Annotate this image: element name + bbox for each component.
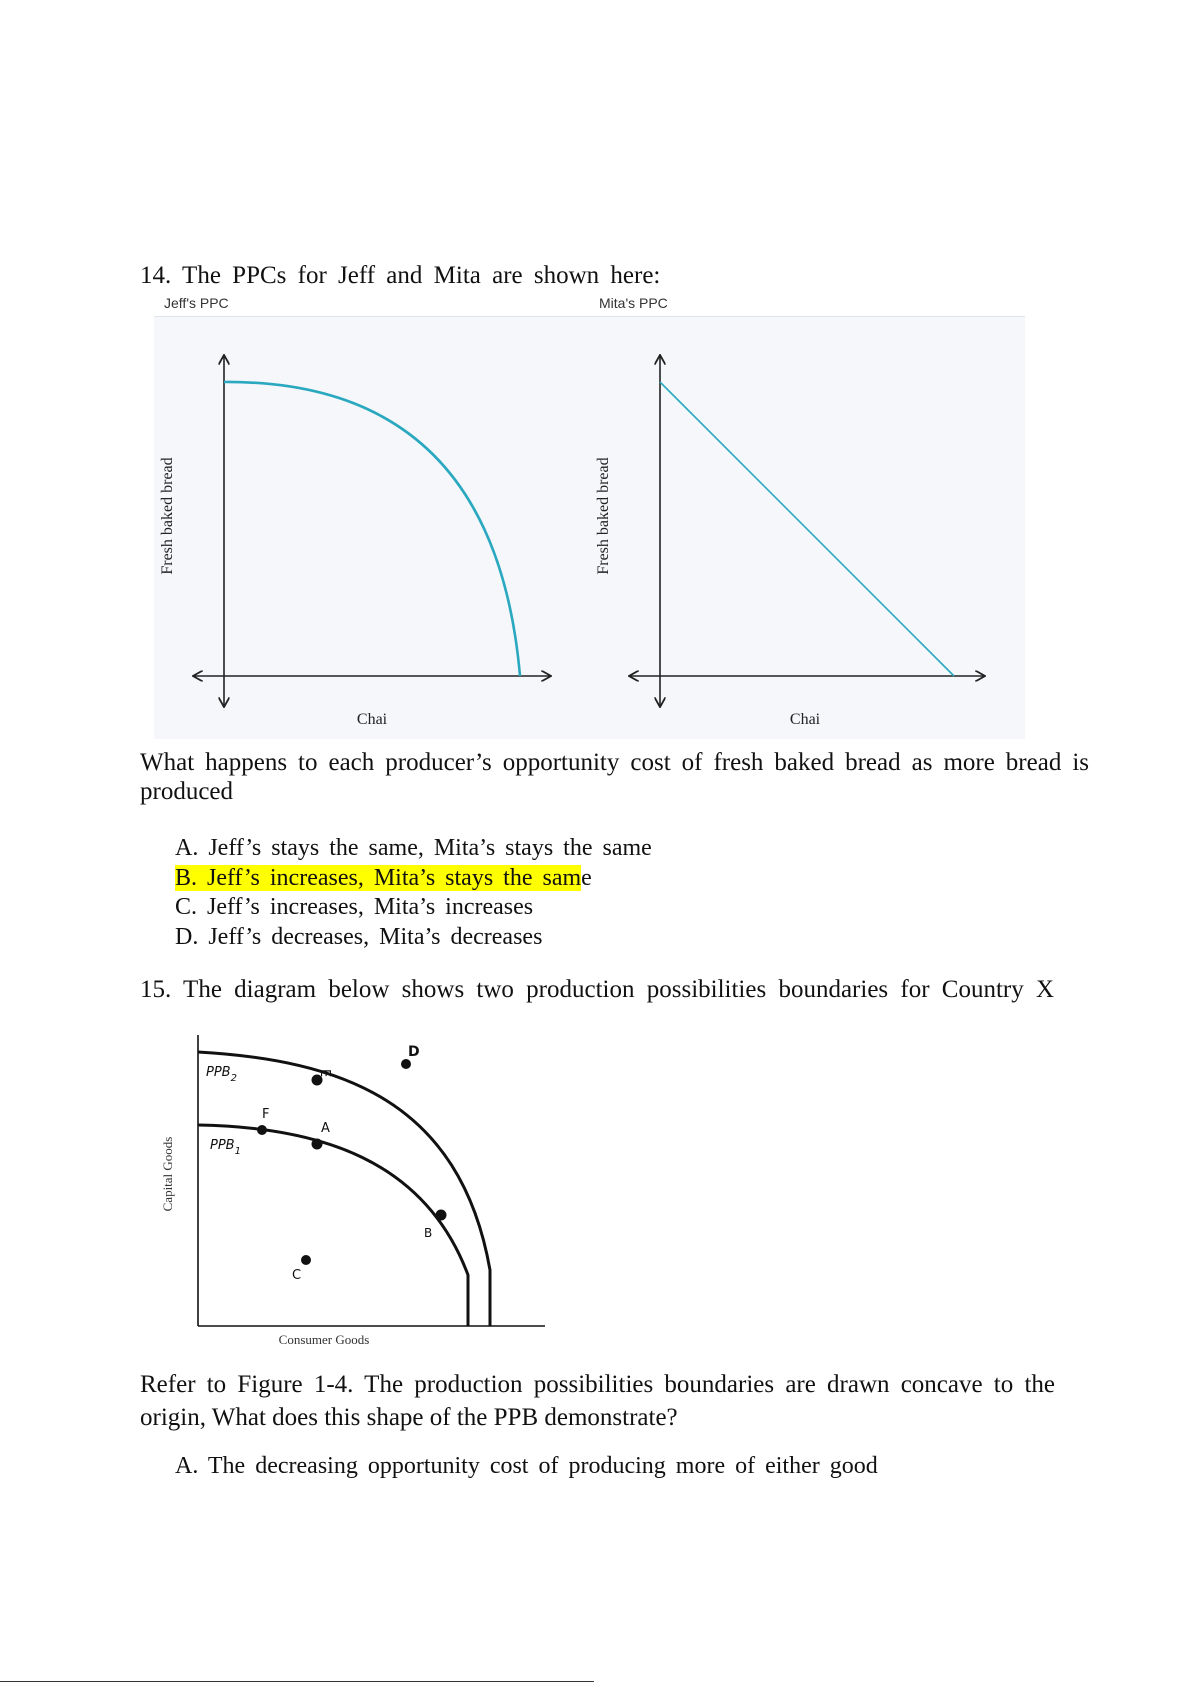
- point-a: [312, 1139, 323, 1150]
- q14-option-b-rest: e: [581, 864, 592, 891]
- q15-options: [175, 1452, 878, 1482]
- ppb-figure: [160, 1030, 555, 1355]
- point-b-label: B: [424, 1226, 433, 1240]
- q15-stem: 15. The diagram below shows two production possibilities boundaries for Country X: [140, 976, 1055, 1003]
- ppb-x-label: Consumer Goods: [278, 1332, 370, 1347]
- ppc-figure: [154, 316, 1025, 739]
- q14-options: [175, 834, 652, 952]
- q14-option-c[interactable]: C. Jeff’s increases, Mita’s increases: [175, 894, 534, 920]
- q14-option-d[interactable]: D. Jeff’s decreases, Mita’s decreases: [175, 923, 543, 950]
- point-f: [257, 1125, 267, 1135]
- point-d-label: D: [408, 1044, 420, 1060]
- point-f-label: F: [262, 1107, 270, 1122]
- jeff-ppc-title: Jeff's PPC: [164, 295, 229, 311]
- q15-option-a[interactable]: A. The decreasing opportunity cost of producing more of either good: [175, 1453, 878, 1479]
- footer-rule: [0, 1681, 594, 1682]
- point-d: [401, 1059, 411, 1069]
- point-c-label: C: [292, 1268, 302, 1283]
- ppb-y-label: Capital Goods: [160, 1136, 175, 1212]
- point-b: [436, 1210, 447, 1221]
- point-c: [301, 1255, 311, 1265]
- q14-option-b[interactable]: [175, 864, 652, 894]
- q14-stem: 14. The PPCs for Jeff and Mita are shown here:: [140, 262, 661, 289]
- jeff-x-label: Chai: [356, 711, 388, 728]
- q15-question: Refer to Figure 1-4. The production possibilities boundaries are drawn concave to the origin, What does this shape of the PPB demonstrate?: [140, 1371, 1055, 1431]
- mita-x-label: Chai: [789, 711, 821, 728]
- q14-option-b-highlight: B. Jeff’s increases, Mita’s stays the sam: [175, 864, 582, 891]
- mita-y-label: Fresh baked bread: [595, 457, 612, 575]
- mita-ppc-title: Mita's PPC: [599, 295, 668, 311]
- point-e-label: E: [317, 1069, 332, 1078]
- jeff-y-label: Fresh baked bread: [159, 457, 176, 575]
- q14-option-a[interactable]: A. Jeff’s stays the same, Mita’s stays the same: [175, 835, 652, 861]
- ppb2-label: $PPB_2$: [206, 1065, 237, 1084]
- ppb2-curve: [198, 1052, 490, 1326]
- q14-question: What happens to each producer’s opportunity cost of fresh baked bread as more bread is produced: [140, 749, 1089, 805]
- point-a-label: A: [321, 1121, 330, 1136]
- ppb1-label: $PPB_1$: [210, 1138, 241, 1157]
